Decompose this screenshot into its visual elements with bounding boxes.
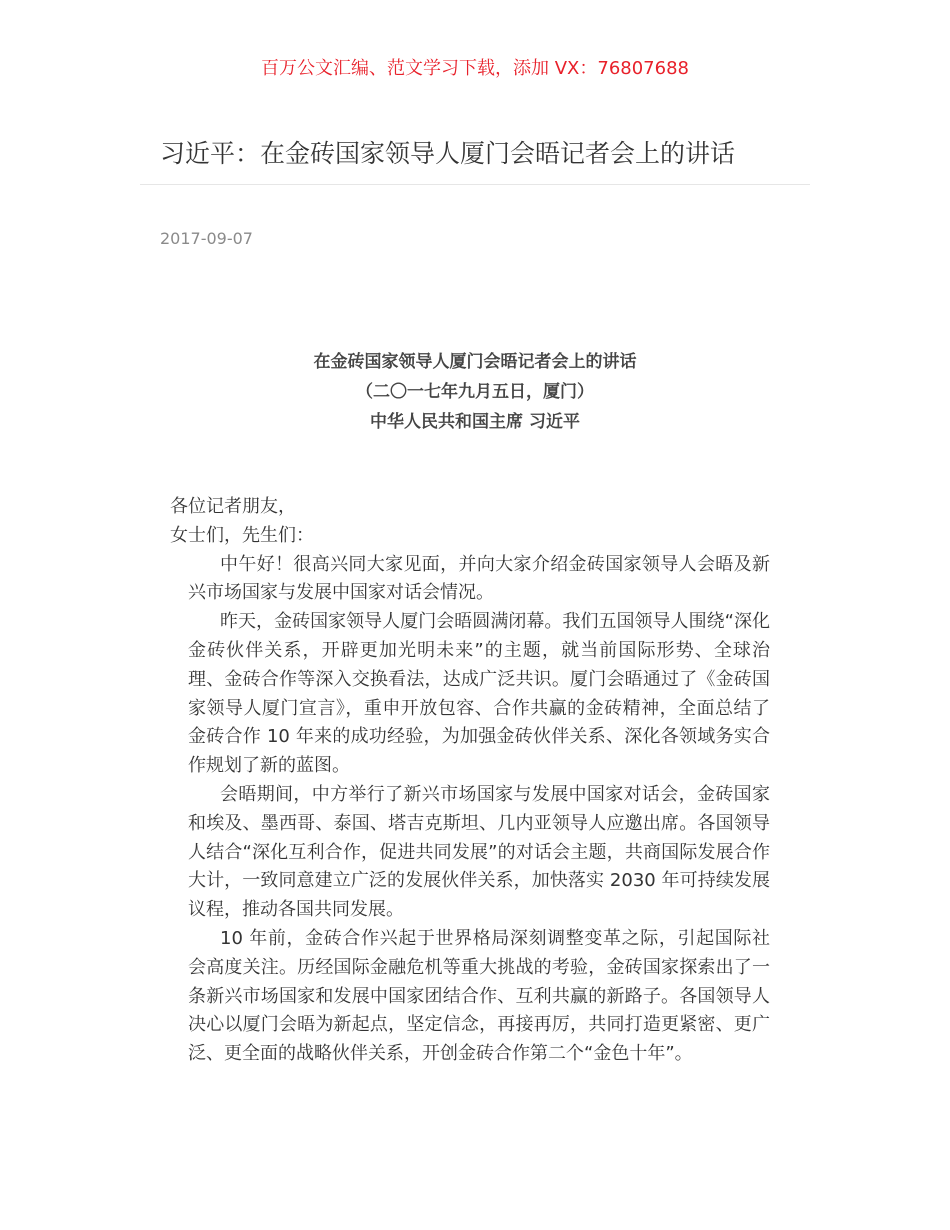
title-divider bbox=[140, 184, 810, 185]
paragraph-summit-summary: 昨天，金砖国家领导人厦门会晤圆满闭幕。我们五国领导人围绕“深化金砖伙伴关系，开辟更加光明未来”的主题，就当前国际形势、全球治理、金砖合作等深入交换看法，达成广泛共识。厦门会晤通过了《金砖国家领导人厦门宣言》，重申开放包容、合作共赢的金砖精神，全面总结了金砖合作 10 年来的成功经验，为加强金砖伙伴关系、深化各领域务实合作规划了新的蓝图。 bbox=[188, 611, 770, 777]
salutation-reporters: 各位记者朋友， bbox=[170, 496, 296, 517]
article-title: 习近平：在金砖国家领导人厦门会晤记者会上的讲话 bbox=[160, 139, 736, 168]
publish-date: 2017-09-07 bbox=[160, 229, 253, 248]
salutation-audience: 女士们，先生们： bbox=[170, 524, 314, 546]
paragraph-greeting: 中午好！很高兴同大家见面，并向大家介绍金砖国家领导人会晤及新兴市场国家与发展中国家对话会情况。 bbox=[188, 553, 770, 604]
paragraph-ten-years: 10 年前，金砖合作兴起于世界格局深刻调整变革之际，引起国际社会高度关注。历经国际金融危机等重大挑战的考验，金砖国家探索出了一条新兴市场国家和发展中国家团结合作、互利共赢的新路子。各国领导人决心以厦门会晤为新起点，坚定信念，再接再厉，共同打造更紧密、更广泛、更全面的战略伙伴关系，开创金砖合作第二个“金色十年”。 bbox=[188, 927, 770, 1065]
speech-title: 在金砖国家领导人厦门会晤记者会上的讲话 bbox=[313, 352, 637, 372]
speech-heading bbox=[0, 347, 950, 437]
speech-date-place: （二〇一七年九月五日，厦门） bbox=[356, 382, 594, 402]
paragraph-dialogue: 会晤期间，中方举行了新兴市场国家与发展中国家对话会，金砖国家和埃及、墨西哥、泰国、塔吉克斯坦、几内亚领导人应邀出席。各国领导人结合“深化互利合作，促进共同发展”的对话会主题，共商国际发展合作大计，一致同意建立广泛的发展伙伴关系，加快落实 2030 年可持续发展议程，推动各国共同发展。 bbox=[188, 783, 770, 921]
article-body bbox=[170, 493, 770, 1069]
speech-speaker: 中华人民共和国主席 习近平 bbox=[370, 412, 580, 432]
promo-banner: 百万公文汇编、范文学习下载，添加 VX：76807688 bbox=[261, 58, 689, 79]
